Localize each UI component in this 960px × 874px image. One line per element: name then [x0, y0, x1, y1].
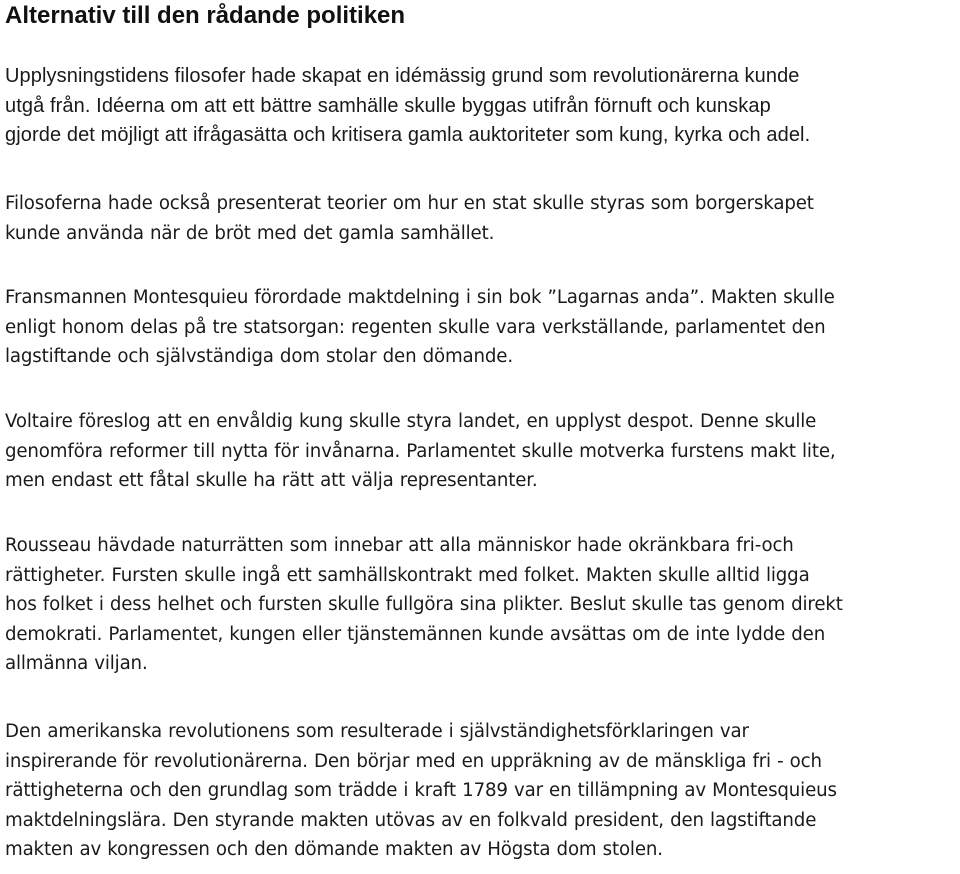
paragraph-line: inspirerande för revolutionärerna. Den börjar med en uppräkning av de mänskliga fri - och [5, 750, 822, 772]
paragraph-american-revolution [5, 717, 960, 865]
paragraph-line: makten av kongressen och den dömande makten av Högsta dom stolen. [5, 839, 663, 860]
paragraph-line: hos folket i dess helhet och fursten skulle fullgöra sina plikter. Beslut skulle tas genom direkt [5, 594, 843, 615]
paragraph-line: men endast ett fåtal skulle ha rätt att välja representanter. [5, 470, 538, 491]
paragraph-montesquieu [5, 283, 960, 372]
paragraph-line: rättigheterna och den grundlag som trädde i kraft 1789 var en tillämpning av Montesquieus [5, 780, 837, 801]
document-title: Alternativ till den rådande politiken [5, 2, 406, 29]
paragraph-line: lagstiftande och självständiga dom stolar den dömande. [5, 346, 513, 367]
paragraph-line: Voltaire föreslog att en envåldig kung skulle styra landet, en upplyst despot. Denne skulle [5, 411, 817, 432]
paragraph-enlightenment [5, 62, 960, 151]
paragraph-line: Den amerikanska revolutionens som resulterade i självständighetsförklaringen var [5, 721, 749, 742]
paragraph-line: Fransmannen Montesquieu förordade maktdelning i sin bok ”Lagarnas anda”. Makten skulle [5, 287, 835, 308]
paragraph-line: maktdelningslära. Den styrande makten utövas av en folkvald president, den lagstiftande [5, 809, 817, 831]
paragraph-line: rättigheter. Fursten skulle ingå ett samhällskontrakt med folket. Makten skulle alltid ligga [5, 564, 810, 586]
paragraph-rousseau [5, 531, 960, 679]
paragraph-line: genomföra reformer till nytta för invånarna. Parlamentet skulle motverka furstens makt lite, [5, 440, 836, 462]
paragraph-line: gjorde det möjligt att ifrågasätta och kritisera gamla auktoriteter som kung, kyrka och adel. [5, 124, 811, 146]
paragraph-line: Upplysningstidens filosofer hade skapat en idémässig grund som revolutionärerna kunde [5, 65, 800, 87]
paragraph-line: demokrati. Parlamentet, kungen eller tjänstemännen kunde avsättas om de inte lydde den [5, 623, 826, 645]
paragraph-philosophers [5, 189, 960, 248]
paragraph-line: allmänna viljan. [5, 653, 148, 674]
paragraph-line: Rousseau hävdade naturrätten som innebar att alla människor hade okränkbara fri-och [5, 535, 794, 556]
paragraph-line: enligt honom delas på tre statsorgan: regenten skulle vara verkställande, parlamentet den [5, 316, 826, 338]
paragraph-line: Filosoferna hade också presenterat teorier om hur en stat skulle styras som borgerskapet [5, 193, 814, 214]
paragraph-line: utgå från. Idéerna om att ett bättre samhälle skulle byggas utifrån förnuft och kunskap [5, 94, 771, 117]
paragraph-voltaire [5, 407, 960, 496]
paragraph-line: kunde använda när de bröt med det gamla samhället. [5, 222, 495, 244]
